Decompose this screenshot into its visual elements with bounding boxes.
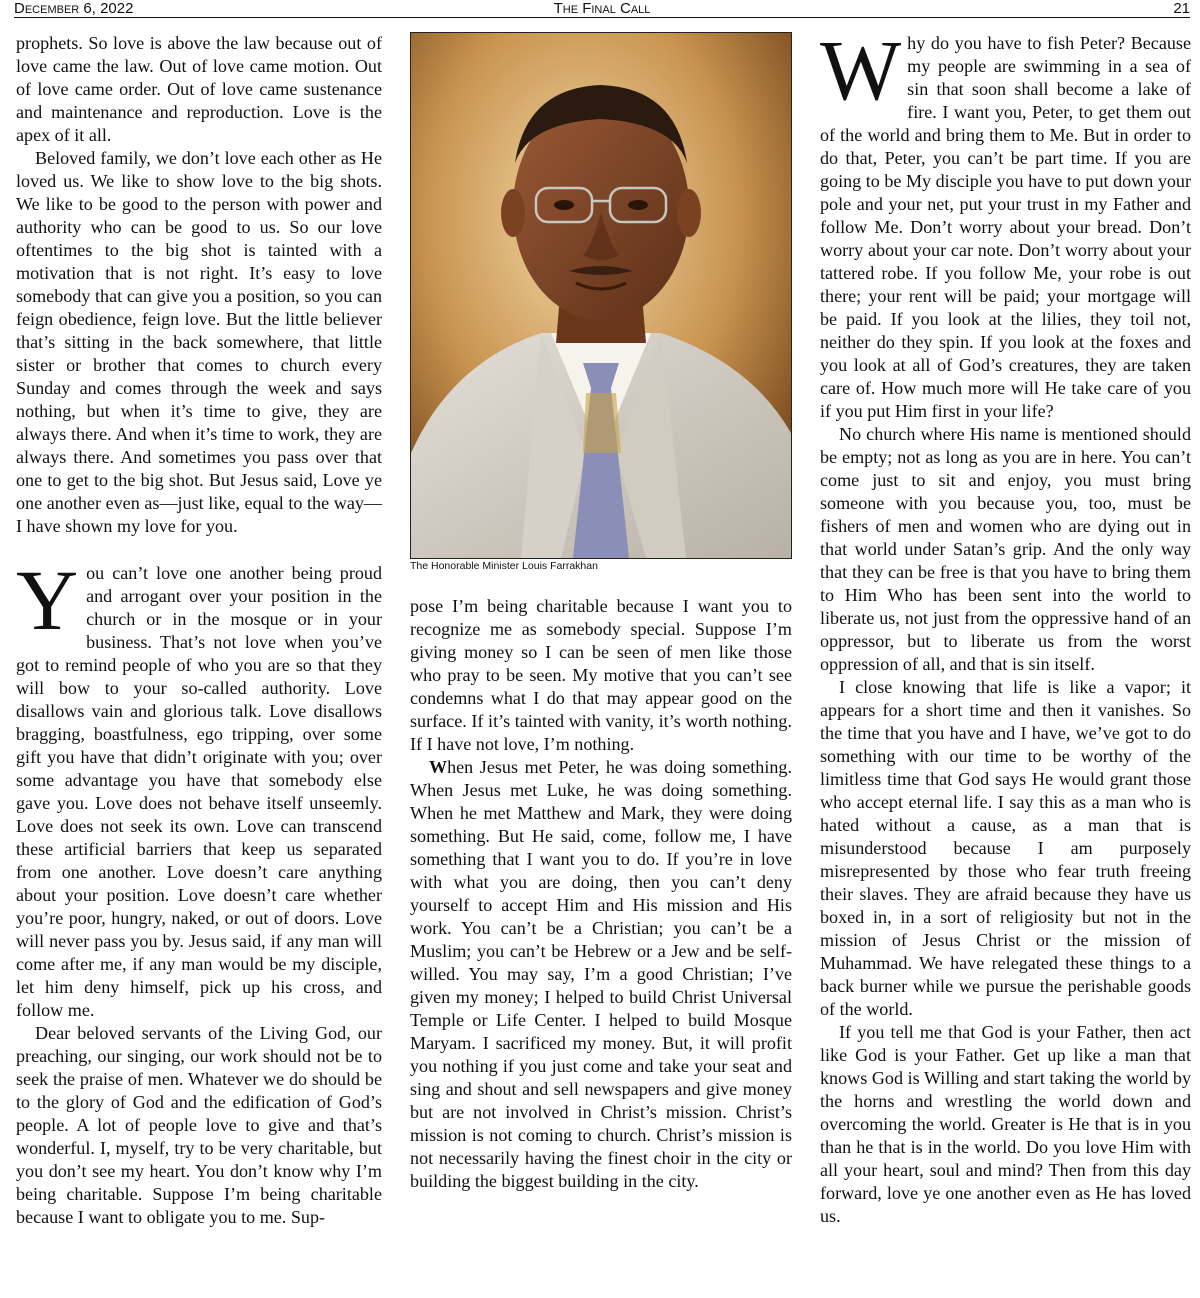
article-column-right: [820, 22, 1191, 1228]
paragraph: Beloved family, we don’t love each other as He loved us. We like to show love to the big shots. We like to be good to the person with power and authority who can be good to us. So our love oftentimes to the big shot is tainted with a motivation that is not right. It’s easy to love somebody that can give you a position, so you can feign obedience, feign love. But the little believer that’s sitting in the back somewhere, that little sister or brother that comes to church every Sunday and comes through the week and says nothing, but when it’s time to give, they are always there. And when it’s time to work, they are always there. And sometimes you pass over that one to get to the big shot. But Jesus said, Love ye one another even as—just like, equal to the way—I have shown my love for you.: [16, 148, 382, 536]
running-header: [14, 0, 1190, 18]
bold-lead-letter: W: [429, 757, 448, 777]
paragraph: pose I’m being charitable because I want you to recognize me as somebody special. Suppose I’m giving money so I can be seen of men like those who pray to be seen. My motive that you can’t see condemns what I do that may appear good on the surface. If it’s tainted with vanity, it’s worth nothing. If I have not love, I’m nothing.: [410, 596, 792, 754]
drop-cap: Y: [16, 552, 79, 648]
paragraph: prophets. So love is above the law because out of love came the law. Out of love came motion. Out of love came order. Out of love came sustenance and maintenance and reproduction. Love is the apex of it all.: [16, 33, 382, 145]
paragraph: I close knowing that life is like a vapor; it appears for a short time and then it vanishes. So the time that you have and I have, we’ve got to do something with our time to be worthy of the limitless time that God says He would grant those who accept eternal life. I say this as a man who is hated without a cause, as a man that is misunderstood because I am purposely misrepresented by those who fear truth freeing their slaves. They are afraid because they have us boxed in, in a sort of religiosity but not in the mission of Jesus Christ or the mission of Muhammad. We have relegated these things to a back burner while we pursue the perishable goods of the world.: [820, 677, 1191, 1019]
middle-column-text: [410, 595, 792, 1193]
issue-date: December 6, 2022: [14, 0, 134, 17]
paragraph-text: hen Jesus met Peter, he was doing something. When Jesus met Luke, he was doing something. When he met Matthew and Mark, they were doing something. But He said, come, follow me, I have something that I want you to do. If you’re in love with what you are doing, then you can’t deny yourself to accept Him and His mission and His work. You can’t be a Christian; you can’t be a Muslim; you can’t be Hebrew or a Jew and be self-willed. You may say, I’m a good Christian; I’ve given my money; I helped to build Christ Universal Temple or Life Center. I helped to build Mosque Maryam. I sacrificed my money. But, it will profit you nothing if you just come and take your seat and sing and shout and sell newspapers and give money but are not involved in Christ’s mission. Christ’s mission is not coming to church. Christ’s mission is not necessarily having the finest choir in the city or building the biggest building in the city.: [410, 757, 792, 1191]
paragraph: If you tell me that God is your Father, then act like God is your Father. Get up like a man that knows God is Willing and start taking the world by the horns and wrestling the world down and overcoming the world. Greater is He that is in you than he that is in the world. Do you love Him with all your heart, soul and mind? Then from this day forward, love ye one another even as He has loved us.: [820, 1022, 1191, 1226]
paragraph-text: hy do you have to fish Peter? Because my people are swimming in a sea of sin that soon shall become a lake of fire. I want you, Peter, to get them out of the world and bring them to Me. But in order to do that, Peter, you can’t be part time. If you are going to be My disciple you have to put down your pole and your net, put your trust in my Father and follow Me. Don’t worry about your bread. Don’t worry about your car note. Don’t worry about your tattered robe. If you follow Me, your robe is out there; your rent will be paid; your mortgage will be paid. If you look at the lilies, they toil not, neither do they spin. If you look at the foxes and you look at all of God’s creatures, they are taken care of. How much more will He take care of you if you put Him first in your life?: [820, 33, 1191, 421]
paragraph-text: ou can’t love one another being proud and arrogant over your position in the church or in the mosque or in your business. That’s not love when you’ve got to remind people of who you are so that they will bow to your so-called authority. Love disallows vain and glorious talk. Love disallows bragging, boastfulness, ego tripping, over some gift you have that didn’t originate with you; over some advantage you have that somebody else gave you. Love does not behave itself unseemly. Love does not seek its own. Love can transcend these artificial barriers that keep us separated from one another. Love doesn’t care anything about your position. Love doesn’t care whether you’re poor, hungry, naked, or out of doors. Love will never pass you by. Jesus said, if any man will come after me, if any man would be my disciple, let him deny himself, pick up his cross, and follow me.: [16, 563, 382, 1020]
drop-cap: W: [820, 22, 902, 118]
article-column-left: [16, 32, 382, 1229]
photo-caption: The Honorable Minister Louis Farrakhan: [410, 560, 598, 572]
portrait-photo: [410, 32, 792, 559]
page-number: 21: [1173, 0, 1190, 17]
paragraph-with-dropcap: [820, 22, 1191, 423]
paragraph: Dear beloved servants of the Living God, our preaching, our singing, our work should not be to seek the praise of men. Whatever we do should be to the glory of God and the edification of God’s people. A lot of people love to give and that’s wonderful. I, myself, try to be very charitable, but you don’t see my heart. You don’t know why I’m being charitable. Suppose I’m being charitable because I want to obligate you to me. Sup-: [16, 1023, 382, 1227]
paragraph-with-bold-lead: [410, 756, 792, 1193]
article-column-middle: [410, 32, 792, 1193]
publication-name: The Final Call: [553, 0, 651, 17]
paragraph: No church where His name is mentioned should be empty; not as long as you are in here. You can’t come just to sit and enjoy, you must bring someone with you because you, too, must be fishers of men and women who are dying out in that world under Satan’s grip. And the only way that they can be free is that you have to bring them to Him Who has been sent into the world to liberate us, not just from the oppressive hand of an oppressor, but to liberate us from the worst oppression of all, and that is sin itself.: [820, 424, 1191, 674]
paragraph-with-dropcap: [16, 552, 382, 1022]
portrait-illustration: [411, 33, 791, 558]
